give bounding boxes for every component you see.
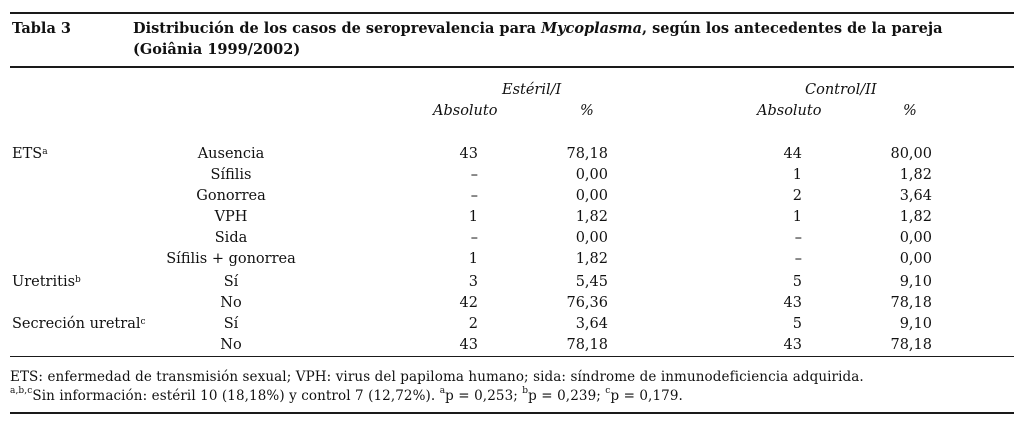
col-header-esteril-abs: Absoluto <box>433 103 498 119</box>
cell-control-abs: 2 <box>792 188 802 204</box>
row-sub-label: Ausencia <box>197 146 265 162</box>
cell-esteril-abs: 43 <box>459 146 478 162</box>
cell-esteril-abs: 42 <box>459 295 478 311</box>
cell-control-pct: 78,18 <box>890 337 932 353</box>
row-sub-label: Sí <box>223 274 239 290</box>
title-text-post: , según los antecedentes de la pareja <box>641 20 943 37</box>
group-header-esteril: Estéril/I <box>502 82 562 98</box>
cell-control-pct: 1,82 <box>899 167 932 183</box>
cell-control-pct: 80,00 <box>890 146 932 162</box>
category-uretritis-sup: b <box>75 275 81 285</box>
cell-esteril-pct: 0,00 <box>575 230 608 246</box>
table-title-line2: (Goiânia 1999/2002) <box>133 41 301 58</box>
cell-esteril-pct: 0,00 <box>575 188 608 204</box>
footnote-p-b: p = 0,239; <box>528 388 606 404</box>
cell-control-pct: 9,10 <box>899 316 932 332</box>
cell-esteril-abs: – <box>470 230 478 246</box>
category-uretritis-label: Uretritis <box>12 274 76 290</box>
cell-control-pct: 78,18 <box>890 295 932 311</box>
cell-control-abs: – <box>794 251 802 267</box>
row-sub-label: No <box>220 337 242 353</box>
cell-control-abs: 5 <box>792 316 802 332</box>
cell-esteril-abs: – <box>470 188 478 204</box>
category-ets-sup: a <box>42 147 48 157</box>
footnote-missing-text: Sin información: estéril 10 (18,18%) y control 7 (12,72%). <box>32 388 440 404</box>
footnote-missing-info <box>10 388 683 404</box>
cell-control-pct: 1,82 <box>899 209 932 225</box>
title-text-pre: Distribución de los casos de seroprevalencia para <box>133 20 542 37</box>
cell-control-abs: 1 <box>792 209 802 225</box>
cell-control-pct: 0,00 <box>899 230 932 246</box>
row-sub-label: Sífilis <box>210 167 252 183</box>
category-uretritis <box>12 273 81 291</box>
row-sub-label: Sífilis + gonorrea <box>166 251 296 267</box>
footnote-sup-b: b <box>522 386 529 396</box>
col-header-control-abs: Absoluto <box>757 103 822 119</box>
category-ets <box>12 145 48 163</box>
cell-esteril-pct: 0,00 <box>575 167 608 183</box>
cell-control-abs: 43 <box>783 295 802 311</box>
row-sub-label: No <box>220 295 242 311</box>
cell-control-abs: 44 <box>783 146 802 162</box>
footnote-p-a: p = 0,253; <box>445 388 523 404</box>
category-secrecion-label: Secreción uretral <box>12 316 141 332</box>
footer-rule <box>10 412 1014 414</box>
category-secrecion-sup: c <box>140 317 146 327</box>
cell-esteril-pct: 78,18 <box>566 337 608 353</box>
cell-esteril-pct: 1,82 <box>575 209 608 225</box>
cell-control-pct: 9,10 <box>899 274 932 290</box>
footnote-sup-abc: a,b,c <box>10 386 33 396</box>
cell-esteril-abs: 3 <box>468 274 478 290</box>
row-sub-label: VPH <box>214 209 248 225</box>
category-ets-label: ETS <box>12 146 43 162</box>
cell-control-pct: 0,00 <box>899 251 932 267</box>
col-header-esteril-pct: % <box>580 103 594 119</box>
cell-esteril-pct: 76,36 <box>566 295 608 311</box>
cell-control-abs: 1 <box>792 167 802 183</box>
cell-esteril-pct: 5,45 <box>575 274 608 290</box>
bottom-rule <box>10 356 1014 357</box>
cell-esteril-abs: 2 <box>468 316 478 332</box>
cell-control-abs: 43 <box>783 337 802 353</box>
cell-control-abs: – <box>794 230 802 246</box>
cell-esteril-abs: 43 <box>459 337 478 353</box>
row-sub-label: Gonorrea <box>196 188 266 204</box>
col-header-control-pct: % <box>903 103 917 119</box>
cell-esteril-abs: 1 <box>468 209 478 225</box>
footnote-sup-c: c <box>605 386 611 396</box>
row-sub-label: Sí <box>223 316 239 332</box>
cell-control-pct: 3,64 <box>899 188 932 204</box>
group-header-control: Control/II <box>805 82 877 98</box>
cell-control-abs: 5 <box>792 274 802 290</box>
title-rule <box>10 66 1014 68</box>
table-title <box>133 20 943 38</box>
cell-esteril-pct: 78,18 <box>566 146 608 162</box>
top-rule <box>10 12 1014 14</box>
cell-esteril-abs: 1 <box>468 251 478 267</box>
category-secrecion <box>12 315 146 333</box>
cell-esteril-pct: 3,64 <box>575 316 608 332</box>
cell-esteril-pct: 1,82 <box>575 251 608 267</box>
table-label: Tabla 3 <box>12 20 71 37</box>
title-text-italic: Mycoplasma <box>541 20 642 37</box>
footnote-p-c: p = 0,179. <box>610 388 683 404</box>
cell-esteril-abs: – <box>470 167 478 183</box>
footnote-sup-a: a <box>439 386 446 396</box>
footnote-abbreviations: ETS: enfermedad de transmisión sexual; VPH: virus del papiloma humano; sida: síndrome de inmunodeficiencia adquirida. <box>10 369 864 385</box>
row-sub-label: Sida <box>214 230 248 246</box>
